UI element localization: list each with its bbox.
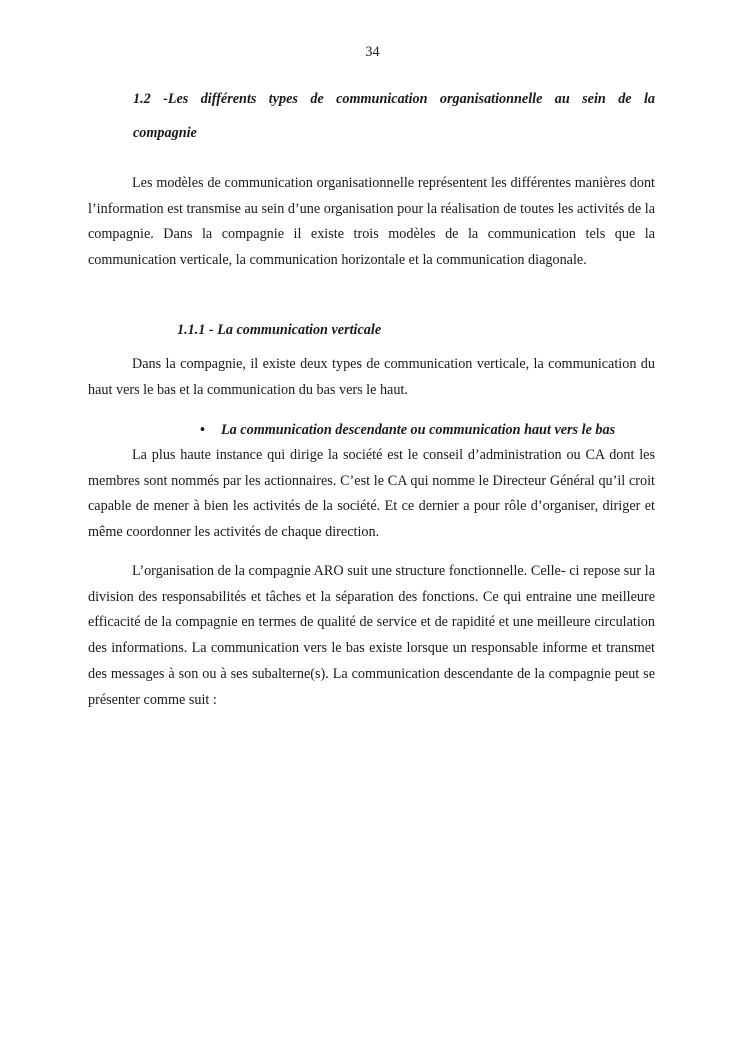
section-title-line1: 1.2 -Les différents types de communication organisationnelle au sein de la [133,91,655,107]
subsection-title: 1.1.1 - La communication verticale [177,322,382,338]
bullet-item [200,422,615,439]
section-title-line2: compagnie [133,125,197,141]
bullet-icon: • [200,422,205,438]
page-number: 34 [365,44,380,60]
paragraph-vertical-intro: Dans la compagnie, il existe deux types de communication verticale, la communication du haut vers le bas et la communication du bas vers le haut. [88,356,655,398]
paragraph-intro: Les modèles de communication organisationnelle représentent les différentes manières dont l’information est transmise au sein d’une organisation pour la réalisation de toutes les activités de la compagnie. Dans la compagnie il existe trois modèles de la communication tels que la communication verticale, la communication horizontale et la communication diagonale. [88,175,655,269]
bullet-text: La communication descendante ou communication haut vers le bas [221,422,616,438]
section-title [133,82,655,150]
paragraph-ca: La plus haute instance qui dirige la société est le conseil d’administration ou CA dont les membres sont nommés par les actionnaires. C’est le CA qui nomme le Directeur Général qu’il croit capable de mener à bien les activités de la société. Et ce dernier a pour rôle d’organiser, diriger et même coordonner les activités de chaque direction. [88,447,655,541]
paragraph-aro: L’organisation de la compagnie ARO suit une structure fonctionnelle. Celle- ci repose sur la division des responsabilités et tâches et la séparation des fonctions. Ce qui entraine une meilleure efficacité de la compagnie en termes de qualité de service et de rapidité et une meilleure circulation des informations. La communication vers le bas existe lorsque un responsable informe et transmet des messages à son ou à ses subalterne(s). La communication descendante de la compagnie peut se présenter comme suit : [88,563,655,708]
